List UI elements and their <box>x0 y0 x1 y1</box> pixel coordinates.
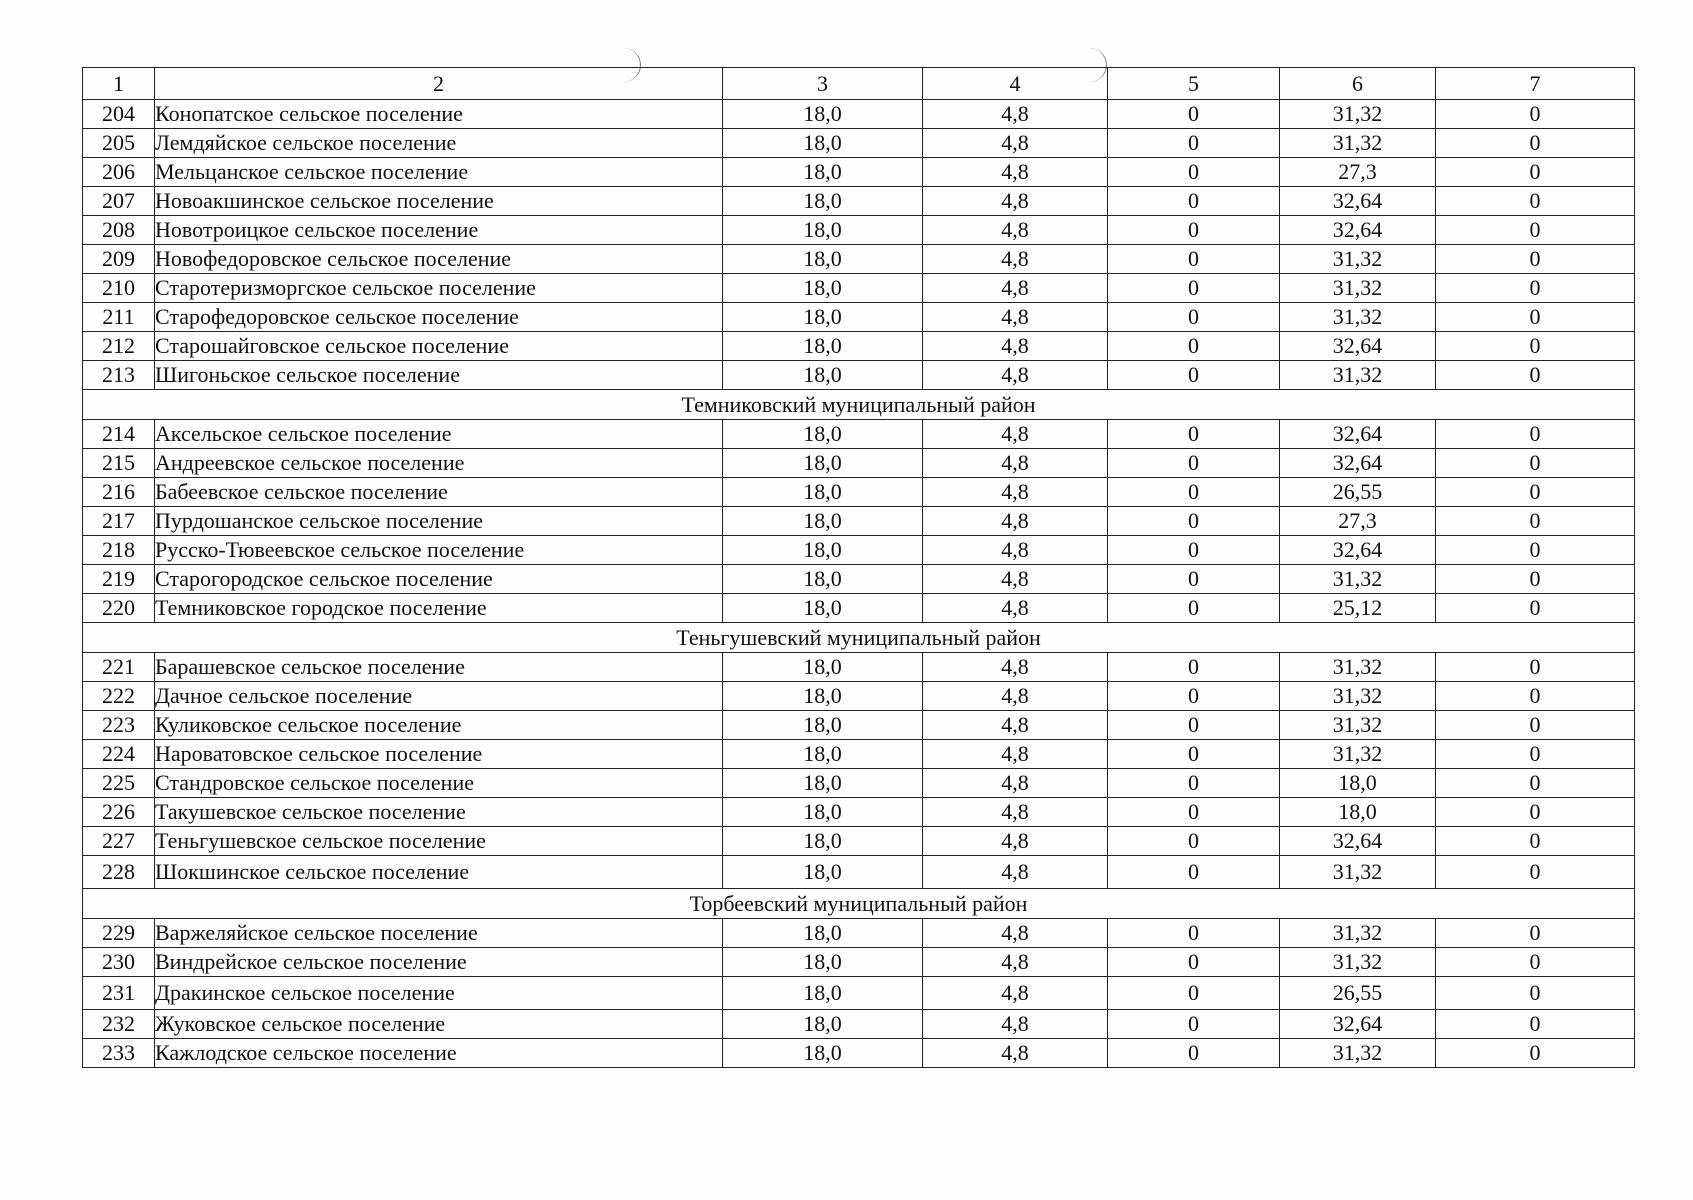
column-7-value: 0 <box>1436 827 1635 856</box>
column-7-value: 0 <box>1436 711 1635 740</box>
column-3-value: 18,0 <box>723 682 923 711</box>
table-row <box>83 129 1635 158</box>
row-number-cell: 226 <box>83 798 155 827</box>
column-6-value: 26,55 <box>1280 977 1436 1010</box>
settlement-name-cell: Нароватовское сельское поселение <box>155 740 723 769</box>
column-header: 1 <box>83 68 155 100</box>
column-5-value: 0 <box>1108 158 1280 187</box>
column-4-value: 4,8 <box>923 536 1108 565</box>
column-4-value: 4,8 <box>923 361 1108 390</box>
settlement-name-cell: Дачное сельское поселение <box>155 682 723 711</box>
column-5-value: 0 <box>1108 303 1280 332</box>
column-4-value: 4,8 <box>923 274 1108 303</box>
settlement-name-cell: Старотеризморгское сельское поселение <box>155 274 723 303</box>
column-4-value: 4,8 <box>923 711 1108 740</box>
column-5-value: 0 <box>1108 977 1280 1010</box>
column-6-value: 32,64 <box>1280 827 1436 856</box>
settlement-name-cell: Куликовское сельское поселение <box>155 711 723 740</box>
column-5-value: 0 <box>1108 420 1280 449</box>
column-5-value: 0 <box>1108 274 1280 303</box>
column-6-value: 32,64 <box>1280 1010 1436 1039</box>
column-6-value: 31,32 <box>1280 100 1436 129</box>
row-number-cell: 216 <box>83 478 155 507</box>
settlement-name-cell: Темниковское городское поселение <box>155 594 723 623</box>
row-number-cell: 214 <box>83 420 155 449</box>
column-7-value: 0 <box>1436 1039 1635 1068</box>
column-header: 7 <box>1436 68 1635 100</box>
column-5-value: 0 <box>1108 682 1280 711</box>
column-6-value: 31,32 <box>1280 1039 1436 1068</box>
settlement-name-cell: Русско-Тювеевское сельское поселение <box>155 536 723 565</box>
table-row <box>83 798 1635 827</box>
table-row <box>83 303 1635 332</box>
column-3-value: 18,0 <box>723 100 923 129</box>
column-3-value: 18,0 <box>723 245 923 274</box>
column-7-value: 0 <box>1436 332 1635 361</box>
settlement-name-cell: Стандровское сельское поселение <box>155 769 723 798</box>
settlement-name-cell: Шокшинское сельское поселение <box>155 856 723 889</box>
district-heading: Теньгушевский муниципальный район <box>83 623 1635 653</box>
column-6-value: 18,0 <box>1280 769 1436 798</box>
column-6-value: 32,64 <box>1280 216 1436 245</box>
column-4-value: 4,8 <box>923 1039 1108 1068</box>
row-number-cell: 231 <box>83 977 155 1010</box>
column-4-value: 4,8 <box>923 303 1108 332</box>
settlement-name-cell: Жуковское сельское поселение <box>155 1010 723 1039</box>
row-number-cell: 232 <box>83 1010 155 1039</box>
column-6-value: 31,32 <box>1280 245 1436 274</box>
column-3-value: 18,0 <box>723 827 923 856</box>
column-4-value: 4,8 <box>923 449 1108 478</box>
column-7-value: 0 <box>1436 1010 1635 1039</box>
column-3-value: 18,0 <box>723 798 923 827</box>
column-3-value: 18,0 <box>723 216 923 245</box>
column-6-value: 25,12 <box>1280 594 1436 623</box>
column-3-value: 18,0 <box>723 1039 923 1068</box>
column-5-value: 0 <box>1108 565 1280 594</box>
column-3-value: 18,0 <box>723 594 923 623</box>
table-row <box>83 420 1635 449</box>
column-header: 4 <box>923 68 1108 100</box>
row-number-cell: 210 <box>83 274 155 303</box>
settlement-name-cell: Андреевское сельское поселение <box>155 449 723 478</box>
row-number-cell: 222 <box>83 682 155 711</box>
table-row <box>83 478 1635 507</box>
column-7-value: 0 <box>1436 478 1635 507</box>
row-number-cell: 207 <box>83 187 155 216</box>
column-7-value: 0 <box>1436 682 1635 711</box>
column-5-value: 0 <box>1108 449 1280 478</box>
settlement-name-cell: Старошайговское сельское поселение <box>155 332 723 361</box>
column-4-value: 4,8 <box>923 187 1108 216</box>
table-row <box>83 711 1635 740</box>
row-number-cell: 215 <box>83 449 155 478</box>
column-6-value: 27,3 <box>1280 507 1436 536</box>
column-5-value: 0 <box>1108 100 1280 129</box>
column-header: 6 <box>1280 68 1436 100</box>
district-heading: Темниковский муниципальный район <box>83 390 1635 420</box>
column-4-value: 4,8 <box>923 682 1108 711</box>
column-7-value: 0 <box>1436 274 1635 303</box>
settlement-name-cell: Барашевское сельское поселение <box>155 653 723 682</box>
row-number-cell: 233 <box>83 1039 155 1068</box>
table-row <box>83 769 1635 798</box>
column-6-value: 18,0 <box>1280 798 1436 827</box>
row-number-cell: 212 <box>83 332 155 361</box>
column-5-value: 0 <box>1108 740 1280 769</box>
column-7-value: 0 <box>1436 507 1635 536</box>
table-row <box>83 100 1635 129</box>
column-4-value: 4,8 <box>923 798 1108 827</box>
column-4-value: 4,8 <box>923 827 1108 856</box>
column-4-value: 4,8 <box>923 856 1108 889</box>
column-3-value: 18,0 <box>723 948 923 977</box>
column-5-value: 0 <box>1108 216 1280 245</box>
settlement-name-cell: Варжеляйское сельское поселение <box>155 919 723 948</box>
settlement-name-cell: Новотроицкое сельское поселение <box>155 216 723 245</box>
column-3-value: 18,0 <box>723 977 923 1010</box>
column-3-value: 18,0 <box>723 420 923 449</box>
column-3-value: 18,0 <box>723 158 923 187</box>
column-7-value: 0 <box>1436 919 1635 948</box>
column-5-value: 0 <box>1108 536 1280 565</box>
column-5-value: 0 <box>1108 711 1280 740</box>
column-7-value: 0 <box>1436 187 1635 216</box>
settlement-name-cell: Пурдошанское сельское поселение <box>155 507 723 536</box>
column-4-value: 4,8 <box>923 507 1108 536</box>
settlement-name-cell: Новоакшинское сельское поселение <box>155 187 723 216</box>
row-number-cell: 224 <box>83 740 155 769</box>
column-5-value: 0 <box>1108 827 1280 856</box>
column-7-value: 0 <box>1436 594 1635 623</box>
column-5-value: 0 <box>1108 856 1280 889</box>
column-7-value: 0 <box>1436 856 1635 889</box>
column-6-value: 27,3 <box>1280 158 1436 187</box>
settlement-name-cell: Бабеевское сельское поселение <box>155 478 723 507</box>
table-row <box>83 919 1635 948</box>
row-number-cell: 230 <box>83 948 155 977</box>
column-3-value: 18,0 <box>723 332 923 361</box>
column-7-value: 0 <box>1436 216 1635 245</box>
settlement-name-cell: Старогородское сельское поселение <box>155 565 723 594</box>
column-4-value: 4,8 <box>923 420 1108 449</box>
column-7-value: 0 <box>1436 769 1635 798</box>
settlement-name-cell: Новофедоровское сельское поселение <box>155 245 723 274</box>
row-number-cell: 205 <box>83 129 155 158</box>
column-5-value: 0 <box>1108 948 1280 977</box>
column-3-value: 18,0 <box>723 129 923 158</box>
column-7-value: 0 <box>1436 449 1635 478</box>
table-row <box>83 856 1635 889</box>
column-5-value: 0 <box>1108 129 1280 158</box>
column-3-value: 18,0 <box>723 361 923 390</box>
column-3-value: 18,0 <box>723 711 923 740</box>
column-3-value: 18,0 <box>723 919 923 948</box>
column-4-value: 4,8 <box>923 1010 1108 1039</box>
column-6-value: 31,32 <box>1280 274 1436 303</box>
column-3-value: 18,0 <box>723 507 923 536</box>
row-number-cell: 223 <box>83 711 155 740</box>
column-3-value: 18,0 <box>723 740 923 769</box>
table-row <box>83 274 1635 303</box>
column-7-value: 0 <box>1436 420 1635 449</box>
column-6-value: 32,64 <box>1280 536 1436 565</box>
column-7-value: 0 <box>1436 798 1635 827</box>
district-heading-row <box>83 390 1635 420</box>
column-3-value: 18,0 <box>723 449 923 478</box>
settlement-name-cell: Старофедоровское сельское поселение <box>155 303 723 332</box>
column-6-value: 31,32 <box>1280 919 1436 948</box>
table-row <box>83 740 1635 769</box>
column-7-value: 0 <box>1436 361 1635 390</box>
row-number-cell: 225 <box>83 769 155 798</box>
column-5-value: 0 <box>1108 594 1280 623</box>
column-4-value: 4,8 <box>923 216 1108 245</box>
column-6-value: 31,32 <box>1280 856 1436 889</box>
column-3-value: 18,0 <box>723 653 923 682</box>
column-6-value: 31,32 <box>1280 682 1436 711</box>
column-4-value: 4,8 <box>923 158 1108 187</box>
settlements-table <box>82 67 1635 1068</box>
settlement-name-cell: Аксельское сельское поселение <box>155 420 723 449</box>
column-header: 2 <box>155 68 723 100</box>
column-3-value: 18,0 <box>723 1010 923 1039</box>
column-6-value: 31,32 <box>1280 361 1436 390</box>
column-3-value: 18,0 <box>723 856 923 889</box>
row-number-cell: 217 <box>83 507 155 536</box>
column-5-value: 0 <box>1108 507 1280 536</box>
column-7-value: 0 <box>1436 653 1635 682</box>
column-6-value: 32,64 <box>1280 420 1436 449</box>
column-7-value: 0 <box>1436 303 1635 332</box>
table-row <box>83 977 1635 1010</box>
column-5-value: 0 <box>1108 332 1280 361</box>
settlement-name-cell: Такушевское сельское поселение <box>155 798 723 827</box>
column-4-value: 4,8 <box>923 653 1108 682</box>
row-number-cell: 209 <box>83 245 155 274</box>
column-6-value: 26,55 <box>1280 478 1436 507</box>
settlement-name-cell: Лемдяйское сельское поселение <box>155 129 723 158</box>
column-5-value: 0 <box>1108 1039 1280 1068</box>
column-6-value: 31,32 <box>1280 948 1436 977</box>
column-7-value: 0 <box>1436 565 1635 594</box>
column-3-value: 18,0 <box>723 536 923 565</box>
table-row <box>83 682 1635 711</box>
table-row <box>83 332 1635 361</box>
row-number-cell: 218 <box>83 536 155 565</box>
column-6-value: 32,64 <box>1280 187 1436 216</box>
column-6-value: 31,32 <box>1280 565 1436 594</box>
column-5-value: 0 <box>1108 187 1280 216</box>
row-number-cell: 227 <box>83 827 155 856</box>
column-5-value: 0 <box>1108 1010 1280 1039</box>
settlement-name-cell: Дракинское сельское поселение <box>155 977 723 1010</box>
row-number-cell: 219 <box>83 565 155 594</box>
table-row <box>83 158 1635 187</box>
table-row <box>83 1039 1635 1068</box>
district-heading-row <box>83 889 1635 919</box>
table-row <box>83 948 1635 977</box>
column-5-value: 0 <box>1108 478 1280 507</box>
table-row <box>83 361 1635 390</box>
column-7-value: 0 <box>1436 740 1635 769</box>
table-row <box>83 507 1635 536</box>
district-heading-row <box>83 623 1635 653</box>
column-7-value: 0 <box>1436 158 1635 187</box>
row-number-cell: 211 <box>83 303 155 332</box>
column-7-value: 0 <box>1436 536 1635 565</box>
row-number-cell: 213 <box>83 361 155 390</box>
column-header: 3 <box>723 68 923 100</box>
column-5-value: 0 <box>1108 361 1280 390</box>
column-7-value: 0 <box>1436 245 1635 274</box>
table-row <box>83 827 1635 856</box>
column-4-value: 4,8 <box>923 769 1108 798</box>
column-5-value: 0 <box>1108 653 1280 682</box>
column-7-value: 0 <box>1436 948 1635 977</box>
row-number-cell: 228 <box>83 856 155 889</box>
column-6-value: 31,32 <box>1280 129 1436 158</box>
column-5-value: 0 <box>1108 245 1280 274</box>
column-6-value: 32,64 <box>1280 449 1436 478</box>
column-6-value: 31,32 <box>1280 653 1436 682</box>
table-row <box>83 565 1635 594</box>
column-header: 5 <box>1108 68 1280 100</box>
column-4-value: 4,8 <box>923 100 1108 129</box>
column-6-value: 31,32 <box>1280 303 1436 332</box>
column-7-value: 0 <box>1436 100 1635 129</box>
row-number-cell: 221 <box>83 653 155 682</box>
settlement-name-cell: Кажлодское сельское поселение <box>155 1039 723 1068</box>
table-header-row <box>83 68 1635 100</box>
row-number-cell: 204 <box>83 100 155 129</box>
column-4-value: 4,8 <box>923 977 1108 1010</box>
column-5-value: 0 <box>1108 919 1280 948</box>
settlement-name-cell: Виндрейское сельское поселение <box>155 948 723 977</box>
settlement-name-cell: Шигоньское сельское поселение <box>155 361 723 390</box>
settlement-name-cell: Мельцанское сельское поселение <box>155 158 723 187</box>
row-number-cell: 220 <box>83 594 155 623</box>
column-4-value: 4,8 <box>923 478 1108 507</box>
column-7-value: 0 <box>1436 977 1635 1010</box>
column-3-value: 18,0 <box>723 565 923 594</box>
column-5-value: 0 <box>1108 798 1280 827</box>
column-3-value: 18,0 <box>723 478 923 507</box>
column-4-value: 4,8 <box>923 594 1108 623</box>
column-6-value: 32,64 <box>1280 332 1436 361</box>
column-7-value: 0 <box>1436 129 1635 158</box>
table-row <box>83 536 1635 565</box>
column-6-value: 31,32 <box>1280 740 1436 769</box>
table-row <box>83 216 1635 245</box>
table-row <box>83 449 1635 478</box>
column-5-value: 0 <box>1108 769 1280 798</box>
district-heading: Торбеевский муниципальный район <box>83 889 1635 919</box>
column-4-value: 4,8 <box>923 565 1108 594</box>
column-3-value: 18,0 <box>723 187 923 216</box>
column-6-value: 31,32 <box>1280 711 1436 740</box>
column-4-value: 4,8 <box>923 740 1108 769</box>
table-row <box>83 594 1635 623</box>
column-3-value: 18,0 <box>723 303 923 332</box>
table-row <box>83 1010 1635 1039</box>
table-body <box>83 100 1635 1068</box>
table-row <box>83 187 1635 216</box>
column-3-value: 18,0 <box>723 769 923 798</box>
column-4-value: 4,8 <box>923 919 1108 948</box>
column-3-value: 18,0 <box>723 274 923 303</box>
column-4-value: 4,8 <box>923 245 1108 274</box>
settlement-name-cell: Конопатское сельское поселение <box>155 100 723 129</box>
settlement-name-cell: Теньгушевское сельское поселение <box>155 827 723 856</box>
table-row <box>83 245 1635 274</box>
column-4-value: 4,8 <box>923 332 1108 361</box>
column-4-value: 4,8 <box>923 948 1108 977</box>
column-4-value: 4,8 <box>923 129 1108 158</box>
row-number-cell: 229 <box>83 919 155 948</box>
row-number-cell: 206 <box>83 158 155 187</box>
table-row <box>83 653 1635 682</box>
row-number-cell: 208 <box>83 216 155 245</box>
